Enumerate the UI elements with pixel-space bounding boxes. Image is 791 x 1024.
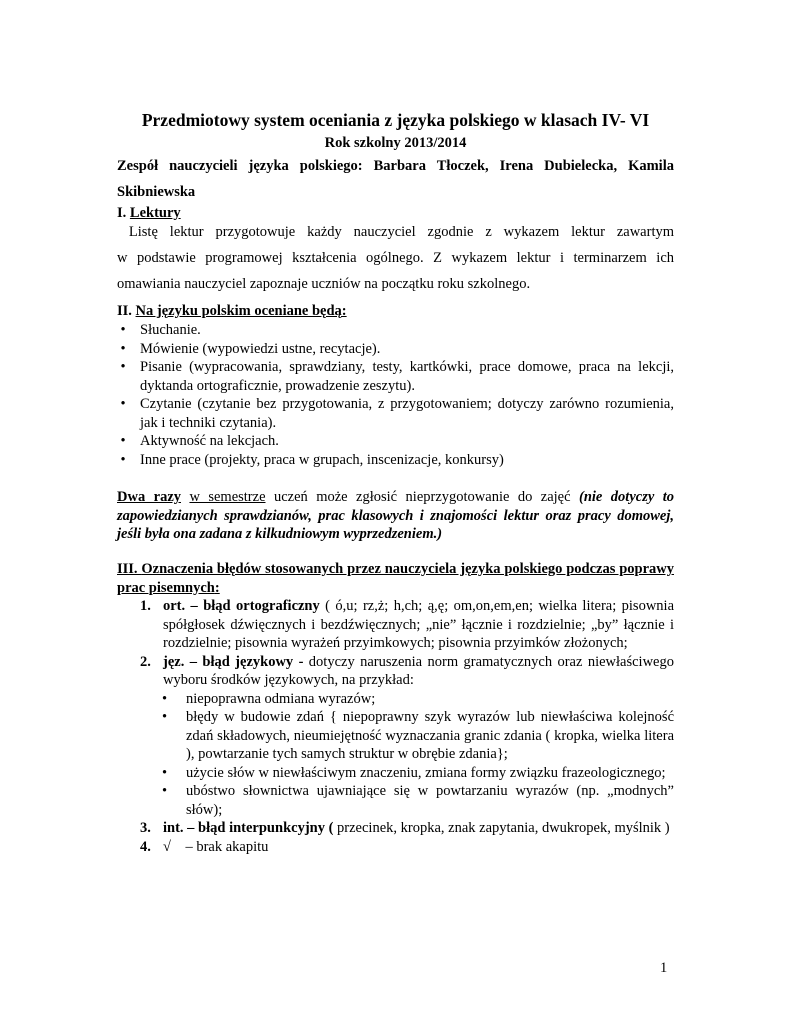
list-item: 3. int. – błąd interpunkcyjny ( przecinek, kropka, znak zapytania, dwukropek, myślnik ) [140,820,670,836]
bullet-icon: • [162,764,168,781]
list-item: • Czytanie (czytanie bez przygotowania, z przygotowaniem; dotyczy zarówno rozumienia, jak i techniki czytania). [117,395,674,432]
section-2-number: II. [117,303,136,319]
section-3-title: Oznaczenia błędów stosowanych przez nauczyciela języka polskiego podczas poprawy prac pisemnych [117,561,674,596]
list-item: 4. √ – brak akapitu [140,838,269,855]
semester-label: w semestrze [189,489,266,505]
exception-note: (nie dotyczy to zapowiedzianych sprawdzianów, prac klasowych i znajomości lektur oraz pracy domowej, jeśli była ona zadana z kilkudniowym wyprzedzeniem.) [117,489,674,542]
section-3-number: III. [117,561,142,577]
section-2-title: Na języku polskim oceniane będą: [135,303,347,319]
section-2-heading [117,303,347,320]
section-1-number: I. [117,205,130,221]
list-item: • Aktywność na lekcjach. [117,432,674,451]
team-line-1: Zespół nauczycieli języka polskiego: Barbara Tłoczek, Irena Dubielecka, Kamila [117,158,674,174]
document-title: Przedmiotowy system oceniania z języka polskiego w klasach IV- VI [141,110,650,130]
section-2-list [117,321,674,469]
bullet-icon: • [162,783,168,799]
bullet-icon: • [120,433,126,449]
error-label: ort. – błąd ortograficzny [163,598,320,614]
two-times-label: Dwa razy [117,489,181,505]
list-item: • Inne prace (projekty, praca w grupach, inscenizacje, konkursy) [117,451,674,470]
team-line-2: Skibniewska [117,184,196,200]
bullet-icon: • [162,709,168,725]
list-item: • Słuchanie. [117,321,674,340]
error-label: jęz. – błąd językowy - [163,653,304,670]
unprepared-paragraph: Dwa razy w semestrze uczeń może zgłosić nieprzygotowanie do zajęć (nie dotyczy to zapowiedzianych sprawdzianów, prac klasowych i znajomości lektur oraz pracy domowej, jeśli była ona zadana z kilkudniowym wyprzedzeniem.) [117,489,674,542]
section-1-line-3: omawiania nauczyciel zapoznaje uczniów na początku roku szkolnego. [117,276,531,292]
sub-list-item: • użycie słów w niewłaściwym znaczeniu, zmiana formy związku frazeologicznego; [162,764,666,781]
section-1-line-2: w podstawie programowej kształcenia ogólnego. Z wykazem lektur i terminarzem ich [117,250,674,266]
bullet-icon: • [120,322,126,338]
list-item: 1. ort. – błąd ortograficzny ( ó,u; rz,ż; h,ch; ą,ę; om,on,em,en; wielka litera; pisownia spółgłosek dźwięcznych i bezdźwięcznych; „nie” łącznie i rozdzielnie; „by” łącznie i rozdzielnie; pisownia wyrażeń przyimkowych; pisownia przyimków złożonych; [140,598,675,651]
section-1-line-1: Listę lektur przygotowuje każdy nauczyciel zgodnie z wykazem lektur zawartym [117,224,674,240]
school-year: Rok szkolny 2013/2014 [324,135,467,151]
bullet-icon: • [120,359,126,375]
bullet-icon: • [162,690,168,707]
list-item: • Pisanie (wypracowania, sprawdziany, testy, kartkówki, prace domowe, praca na lekcji, dyktanda ortograficznie, prowadzenie zeszytu). [117,358,674,395]
bullet-icon: • [120,451,126,468]
sub-list-item: • ubóstwo słownictwa ujawniające się w powtarzaniu wyrazów (np. „modnych” słów); [162,783,674,818]
sub-list-item: • niepoprawna odmiana wyrazów; [162,690,376,707]
error-marks-list [140,597,674,856]
page-number: 1 [660,960,668,976]
bullet-icon: • [120,396,126,412]
checkmark-icon: √ [163,838,171,855]
list-item: 2. jęz. – błąd językowy - dotyczy naruszenia norm gramatycznych oraz niewłaściwego wyboru środków językowych, na przykład: [140,653,674,688]
section-1-title: Lektury [129,205,181,221]
list-item: • Mówienie (wypowiedzi ustne, recytacje). [117,340,674,359]
section-3-heading: III. Oznaczenia błędów stosowanych przez nauczyciela języka polskiego podczas poprawy prac pisemnych: [117,561,674,596]
sub-list-item: • błędy w budowie zdań { niepoprawny szyk wyrazów lub niewłaściwa kolejność zdań składowych, nieumiejętność wyznaczania granic zdania ( kropka, wielka litera ), powtarzanie tych samych struktur w obrębie zdania}; [162,709,674,762]
bullet-icon: • [120,340,126,357]
error-label: int. – błąd interpunkcyjny ( [163,820,334,836]
